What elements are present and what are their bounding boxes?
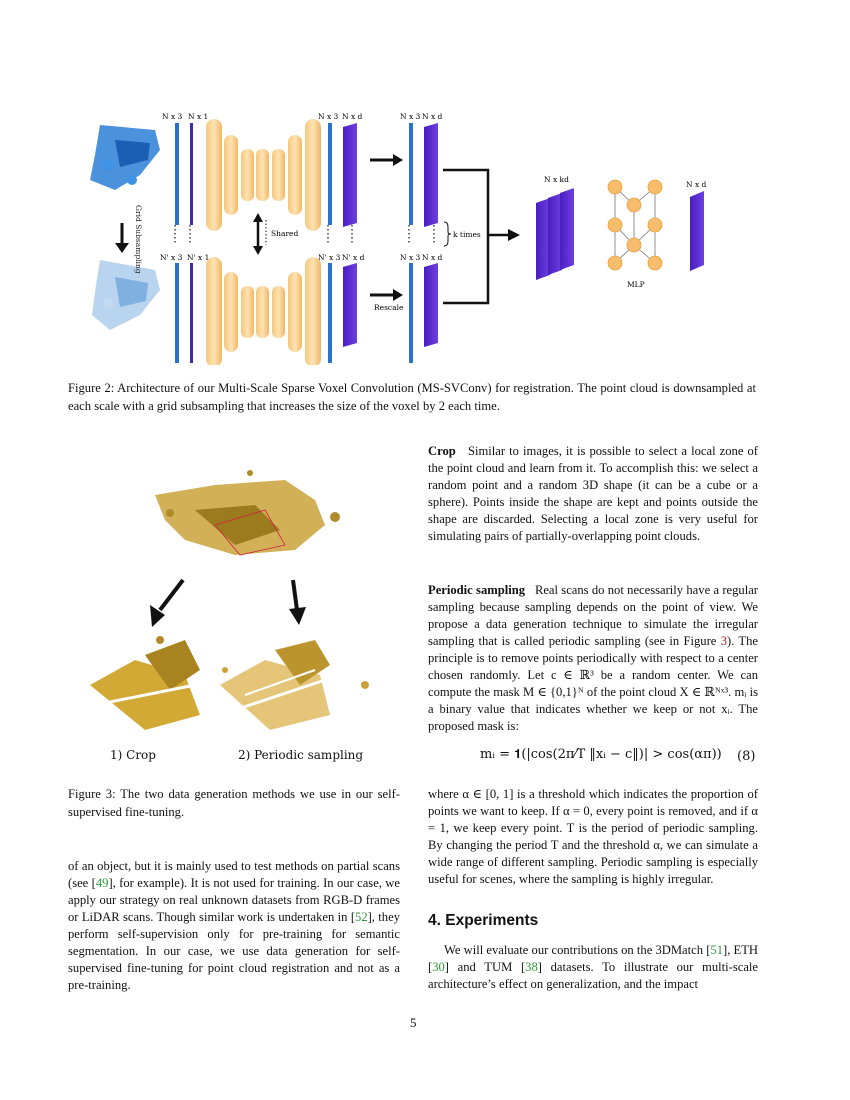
label-bottom-n3-c: N x 3 [400, 253, 421, 262]
label-bottom-n1: N' x 1 [187, 253, 210, 262]
periodic-heading: Periodic sampling [428, 583, 526, 597]
periodic-paragraph [428, 582, 758, 735]
equation-number: (8) [737, 749, 756, 764]
source-point-cloud [155, 470, 340, 555]
label-nkd: N x kd [544, 175, 569, 184]
figure-3-caption: Figure 3: The two data generation methods we use in our self-supervised fine-tuning. [68, 787, 400, 819]
after-equation-paragraph: where α ∈ [0, 1] is a threshold which indicates the proportion of points we want to keep. If α = 0, every point is removed, and if α = 1, we keep every point. T is the period of periodic sampling. By changing the period T and the threshold α, we can simulate a wide range of different sampling. Periodic sampling is especially useful for scenes, where the sampling is highly irregular. [428, 787, 758, 886]
shared-label: Shared [271, 229, 299, 238]
crop-heading: Crop [428, 444, 456, 458]
point-cloud-top [90, 125, 160, 190]
label-bottom-nd-b: N' x d [342, 253, 365, 262]
feature-block-top [343, 123, 357, 227]
bar-top-xyz-3 [409, 123, 413, 225]
feature-block-bottom-2 [424, 263, 438, 347]
bar-top-xyz-2 [328, 123, 332, 225]
label-top-nd-b: N x d [342, 112, 363, 121]
periodic-result [220, 640, 369, 730]
mlp-label: MLP [627, 280, 645, 289]
label-top-n3-a: N x 3 [162, 112, 183, 121]
text-span: of an object, but it is mainly used to test methods on partial scans (see [ [68, 859, 400, 890]
text-span: ], ETH [ [428, 943, 758, 974]
k-times-label: k times [453, 230, 481, 239]
concat-block [536, 188, 574, 280]
text-span: Similar to images, it is possible to select a local zone of the point cloud and learn from it. To accomplish this: we select a random point and a random 3D shape (it can be a cube or a sphere). Points inside the shape are kept and points outside the shape are discarded. Selecting a local zone is very useful for simulating pairs of partially-overlapping point clouds. [428, 444, 758, 543]
text-span: Real scans do not necessarily have a regular sampling because sampling depends on the point of view. We propose a data generation technique to simulate the irregular sampling that is called periodic sampling (see in Figure [428, 583, 758, 648]
bar-top-feat [190, 123, 193, 225]
label-top-n3-b: N x 3 [318, 112, 339, 121]
label-top-n3-c: N x 3 [400, 112, 421, 121]
left-column-paragraph [68, 858, 400, 994]
bar-bottom-xyz-3 [409, 263, 413, 363]
experiments-paragraph [428, 942, 758, 993]
bar-bottom-xyz-2 [328, 263, 332, 363]
equation-8: mᵢ = 𝟏(|cos(2π⁄T ‖xᵢ − c‖)| > cos(απ)) [480, 747, 722, 762]
architecture-diagram [60, 105, 790, 365]
output-block [690, 191, 704, 271]
figure-2 [60, 105, 790, 365]
mlp-network [608, 180, 662, 270]
page-number: 5 [410, 1015, 417, 1030]
point-cloud-bottom [92, 260, 160, 330]
label-bottom-n3-b: N' x 3 [318, 253, 341, 262]
text-span: ], for example). It is not used for training. In our case, we apply our strategy on real unknown datasets from RGB-D frames or LiDAR scans. Though similar work is undertaken in [ [68, 876, 400, 924]
label-top-n1: N x 1 [188, 112, 209, 121]
text-span: ] and TUM [ [444, 960, 526, 974]
citation-link[interactable]: 51 [710, 943, 723, 957]
text-span: ], they perform self-supervision only for pre-training for semantic segmentation. In our case, we use data generation for self-supervised fine-tuning for point cloud registration and not as a pre-training. [68, 910, 400, 992]
label-top-nd-c: N x d [422, 112, 443, 121]
text-span: We will evaluate our contributions on the 3DMatch [ [444, 943, 711, 957]
grid-subsampling-label: Grid Subsampling [134, 205, 143, 274]
unet-top [206, 119, 321, 231]
text-span: ] datasets. To illustrate our multi-scale architecture’s effect on generalization, and the impact [428, 960, 759, 991]
citation-link[interactable]: 52 [355, 910, 368, 924]
feature-block-bottom [343, 263, 357, 347]
bar-bottom-xyz [175, 263, 179, 363]
citation-link[interactable]: 30 [432, 960, 445, 974]
bar-bottom-feat [190, 263, 193, 363]
label-bottom-n3-a: N' x 3 [160, 253, 183, 262]
crop-result [90, 636, 200, 730]
label-nd-out: N x d [686, 180, 707, 189]
figure-link[interactable]: 3 [720, 634, 727, 648]
feature-block-top-2 [424, 123, 438, 227]
figure-2-caption: Figure 2: Architecture of our Multi-Scale Sparse Voxel Convolution (MS-SVConv) for registration. The point cloud is downsampled at each scale with a grid subsampling that increases the size of the voxel by 2 each time. [68, 381, 756, 413]
section-heading-experiments: 4. Experiments [428, 912, 539, 929]
citation-link[interactable]: 49 [95, 876, 109, 890]
label-crop: 1) Crop [110, 748, 156, 762]
label-periodic-sampling: 2) Periodic sampling [238, 748, 364, 762]
text-span: ). The principle is to remove points periodically with respect to a center chosen randomly. Let c ∈ ℝ³ be a random center. We can compute the mask M ∈ {0,1}ᴺ of the point cloud X ∈ ℝᴺˣ³. mᵢ is a binary value that indicates whether we keep or not xᵢ. The proposed mask is: [428, 634, 759, 733]
figure-3 [75, 455, 405, 765]
bar-top-xyz [175, 123, 179, 225]
citation-link[interactable]: 38 [525, 960, 538, 974]
label-bottom-nd-c: N x d [422, 253, 443, 262]
rescale-label: Rescale [374, 303, 404, 312]
crop-paragraph [428, 443, 758, 545]
unet-bottom [206, 257, 321, 365]
data-generation-figure [75, 455, 405, 765]
